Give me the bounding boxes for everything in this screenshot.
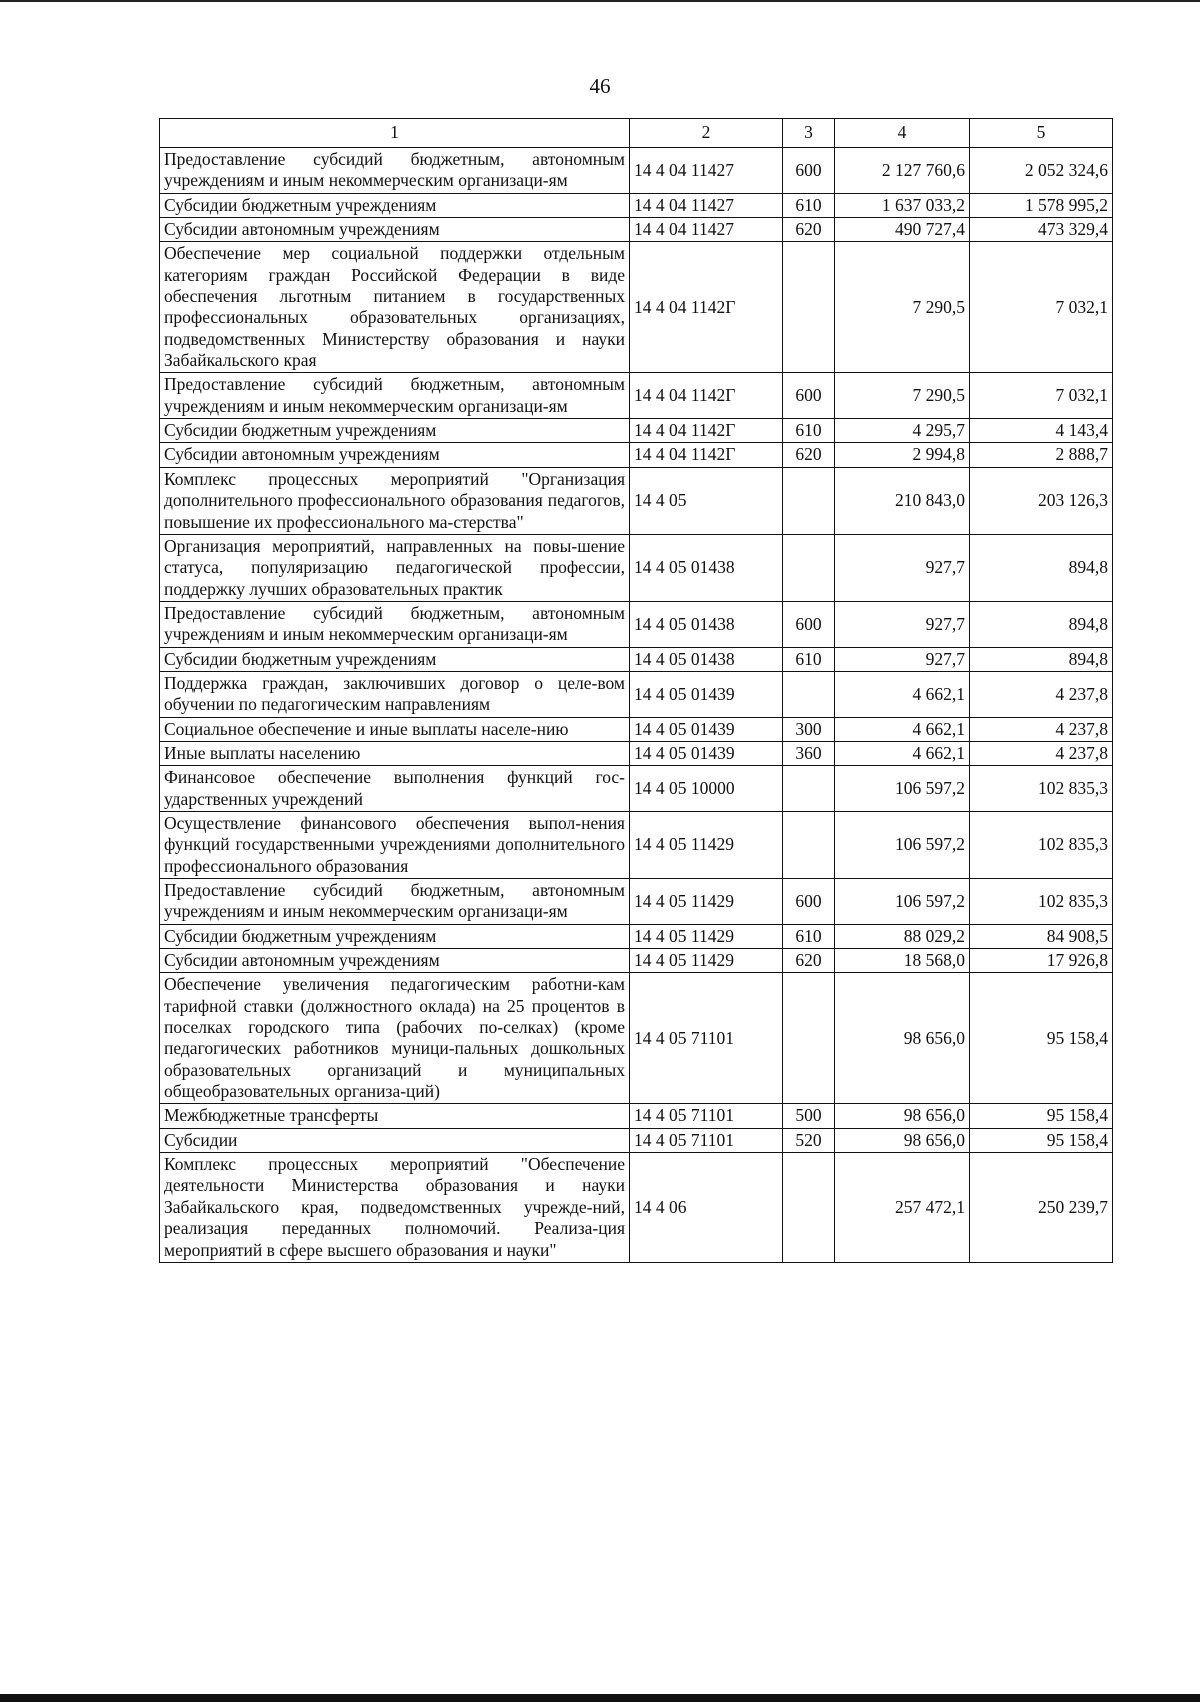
row-expense-type: 620 (783, 218, 835, 242)
row-name: Иные выплаты населению (160, 741, 630, 765)
row-amount-2: 84 908,5 (970, 924, 1113, 948)
row-code: 14 4 05 71101 (630, 1128, 783, 1152)
row-expense-type (783, 534, 835, 601)
row-code: 14 4 05 01439 (630, 741, 783, 765)
row-name: Субсидии автономным учреждениям (160, 443, 630, 467)
row-amount-2: 473 329,4 (970, 218, 1113, 242)
table-row (160, 218, 1113, 242)
row-amount-2: 4 237,8 (970, 671, 1113, 717)
row-expense-type (783, 1153, 835, 1263)
row-name: Субсидии автономным учреждениям (160, 218, 630, 242)
table-row (160, 1128, 1113, 1152)
row-amount-2: 2 888,7 (970, 443, 1113, 467)
row-name: Поддержка граждан, заключивших договор о целе-вом обучении по педагогическим направлениям (160, 671, 630, 717)
row-code: 14 4 05 71101 (630, 973, 783, 1104)
row-amount-1: 4 662,1 (835, 671, 970, 717)
table-row (160, 1153, 1113, 1263)
budget-table (159, 118, 1113, 1263)
row-amount-2: 894,8 (970, 601, 1113, 647)
row-amount-2: 250 239,7 (970, 1153, 1113, 1263)
row-name: Субсидии автономным учреждениям (160, 949, 630, 973)
table-row (160, 373, 1113, 419)
scan-bottom-edge (0, 1694, 1200, 1702)
row-name: Предоставление субсидий бюджетным, автономным учреждениям и иным некоммерческим организаци-ям (160, 601, 630, 647)
row-amount-1: 257 472,1 (835, 1153, 970, 1263)
row-amount-1: 927,7 (835, 647, 970, 671)
row-code: 14 4 04 1142Г (630, 373, 783, 419)
header-col-2: 2 (630, 119, 783, 148)
row-expense-type: 610 (783, 647, 835, 671)
row-name: Предоставление субсидий бюджетным, автономным учреждениям и иным некоммерческим организаци-ям (160, 373, 630, 419)
row-amount-2: 7 032,1 (970, 242, 1113, 373)
row-expense-type: 520 (783, 1128, 835, 1152)
row-expense-type (783, 242, 835, 373)
row-expense-type (783, 973, 835, 1104)
table-row (160, 419, 1113, 443)
row-name: Финансовое обеспечение выполнения функций гос-ударственных учреждений (160, 766, 630, 812)
row-name: Обеспечение мер социальной поддержки отдельным категориям граждан Российской Федерации в виде обеспечения льготным питанием в государственных профессиональных образовательных организациях, подведомственных Министерству образования и науки Забайкальского края (160, 242, 630, 373)
row-amount-1: 106 597,2 (835, 766, 970, 812)
row-code: 14 4 04 11427 (630, 193, 783, 217)
table-row (160, 601, 1113, 647)
row-name: Межбюджетные трансферты (160, 1104, 630, 1128)
table-row (160, 671, 1113, 717)
row-expense-type: 600 (783, 879, 835, 925)
row-amount-2: 2 052 324,6 (970, 148, 1113, 194)
table-row (160, 193, 1113, 217)
row-amount-1: 490 727,4 (835, 218, 970, 242)
row-amount-1: 2 994,8 (835, 443, 970, 467)
row-amount-2: 4 237,8 (970, 717, 1113, 741)
row-amount-2: 894,8 (970, 647, 1113, 671)
row-expense-type: 620 (783, 443, 835, 467)
row-code: 14 4 05 11429 (630, 811, 783, 878)
row-name: Обеспечение увеличения педагогическим работни-кам тарифной ставки (должностного оклада) на 25 процентов в поселках городского типа (рабочих по-селках) (кроме педагогических работников муници-пальных дошкольных образовательных организаций и муниципальных общеобразовательных организа-ций) (160, 973, 630, 1104)
row-code: 14 4 05 11429 (630, 924, 783, 948)
row-name: Предоставление субсидий бюджетным, автономным учреждениям и иным некоммерческим организаци-ям (160, 148, 630, 194)
row-amount-2: 7 032,1 (970, 373, 1113, 419)
row-name: Организация мероприятий, направленных на повы-шение статуса, популяризацию педагогической профессии, поддержку лучших образовательных практик (160, 534, 630, 601)
row-amount-2: 4 237,8 (970, 741, 1113, 765)
row-amount-2: 1 578 995,2 (970, 193, 1113, 217)
row-expense-type: 600 (783, 373, 835, 419)
row-amount-2: 95 158,4 (970, 1128, 1113, 1152)
table-row (160, 766, 1113, 812)
row-name: Осуществление финансового обеспечения выпол-нения функций государственными учреждениями дополнительного профессионального образования (160, 811, 630, 878)
row-expense-type: 300 (783, 717, 835, 741)
row-amount-1: 88 029,2 (835, 924, 970, 948)
row-code: 14 4 04 11427 (630, 218, 783, 242)
row-amount-1: 210 843,0 (835, 467, 970, 534)
row-code: 14 4 05 01439 (630, 717, 783, 741)
row-code: 14 4 05 01438 (630, 534, 783, 601)
row-amount-1: 927,7 (835, 534, 970, 601)
row-expense-type: 610 (783, 193, 835, 217)
row-amount-1: 7 290,5 (835, 373, 970, 419)
row-name: Субсидии бюджетным учреждениям (160, 419, 630, 443)
header-col-3: 3 (783, 119, 835, 148)
header-col-4: 4 (835, 119, 970, 148)
row-expense-type (783, 766, 835, 812)
table-row (160, 741, 1113, 765)
row-amount-1: 4 295,7 (835, 419, 970, 443)
table-row (160, 467, 1113, 534)
row-amount-2: 17 926,8 (970, 949, 1113, 973)
row-expense-type: 360 (783, 741, 835, 765)
row-code: 14 4 05 01439 (630, 671, 783, 717)
row-name: Субсидии (160, 1128, 630, 1152)
row-expense-type: 500 (783, 1104, 835, 1128)
table-header-row (160, 119, 1113, 148)
scan-top-edge (0, 0, 1200, 2)
row-code: 14 4 05 01438 (630, 601, 783, 647)
table-row (160, 717, 1113, 741)
row-code: 14 4 04 11427 (630, 148, 783, 194)
table-row (160, 811, 1113, 878)
table-row (160, 973, 1113, 1104)
row-amount-1: 1 637 033,2 (835, 193, 970, 217)
row-name: Субсидии бюджетным учреждениям (160, 647, 630, 671)
row-amount-2: 102 835,3 (970, 879, 1113, 925)
row-amount-1: 927,7 (835, 601, 970, 647)
page-number: 46 (589, 74, 611, 98)
row-code: 14 4 05 71101 (630, 1104, 783, 1128)
row-code: 14 4 04 1142Г (630, 419, 783, 443)
row-expense-type (783, 671, 835, 717)
row-amount-2: 95 158,4 (970, 973, 1113, 1104)
row-amount-1: 98 656,0 (835, 973, 970, 1104)
row-amount-1: 4 662,1 (835, 717, 970, 741)
table-row (160, 148, 1113, 194)
row-amount-2: 4 143,4 (970, 419, 1113, 443)
table-row (160, 534, 1113, 601)
row-amount-1: 2 127 760,6 (835, 148, 970, 194)
table-row (160, 949, 1113, 973)
row-code: 14 4 05 01438 (630, 647, 783, 671)
row-code: 14 4 04 1142Г (630, 443, 783, 467)
row-code: 14 4 05 11429 (630, 949, 783, 973)
row-name: Социальное обеспечение и иные выплаты населе-нию (160, 717, 630, 741)
row-amount-1: 98 656,0 (835, 1104, 970, 1128)
row-code: 14 4 06 (630, 1153, 783, 1263)
row-expense-type (783, 811, 835, 878)
row-amount-1: 4 662,1 (835, 741, 970, 765)
table-row (160, 647, 1113, 671)
row-amount-2: 894,8 (970, 534, 1113, 601)
row-expense-type: 600 (783, 148, 835, 194)
row-amount-2: 102 835,3 (970, 811, 1113, 878)
row-name: Субсидии бюджетным учреждениям (160, 193, 630, 217)
table-row (160, 443, 1113, 467)
table-row (160, 1104, 1113, 1128)
header-col-5: 5 (970, 119, 1113, 148)
row-amount-1: 18 568,0 (835, 949, 970, 973)
row-expense-type: 610 (783, 924, 835, 948)
row-name: Комплекс процессных мероприятий "Обеспечение деятельности Министерства образования и науки Забайкальского края, подведомственных учрежде-ний, реализация переданных полномочий. Реализа-ция мероприятий в сфере высшего образования и науки" (160, 1153, 630, 1263)
row-amount-1: 7 290,5 (835, 242, 970, 373)
row-amount-2: 203 126,3 (970, 467, 1113, 534)
row-amount-1: 106 597,2 (835, 811, 970, 878)
table-row (160, 924, 1113, 948)
row-amount-2: 102 835,3 (970, 766, 1113, 812)
header-col-1: 1 (160, 119, 630, 148)
row-amount-2: 95 158,4 (970, 1104, 1113, 1128)
row-expense-type: 610 (783, 419, 835, 443)
row-expense-type: 620 (783, 949, 835, 973)
row-amount-1: 106 597,2 (835, 879, 970, 925)
row-expense-type (783, 467, 835, 534)
row-name: Предоставление субсидий бюджетным, автономным учреждениям и иным некоммерческим организаци-ям (160, 879, 630, 925)
row-code: 14 4 05 10000 (630, 766, 783, 812)
row-expense-type: 600 (783, 601, 835, 647)
row-name: Комплекс процессных мероприятий "Организация дополнительного профессионального образования педагогов, повышение их профессионального ма-стерства" (160, 467, 630, 534)
row-code: 14 4 04 1142Г (630, 242, 783, 373)
row-amount-1: 98 656,0 (835, 1128, 970, 1152)
table-row (160, 242, 1113, 373)
row-code: 14 4 05 (630, 467, 783, 534)
row-name: Субсидии бюджетным учреждениям (160, 924, 630, 948)
row-code: 14 4 05 11429 (630, 879, 783, 925)
table-row (160, 879, 1113, 925)
